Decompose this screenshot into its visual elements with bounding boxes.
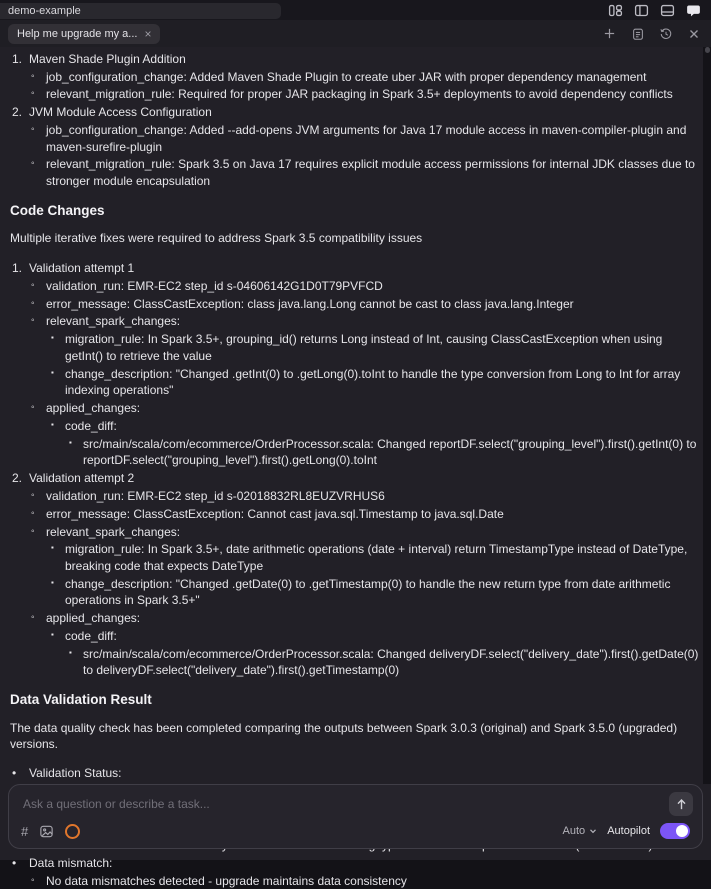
image-attach-icon[interactable] <box>39 824 54 839</box>
list-item-text: validation_run: EMR-EC2 step_id s-04606142G1D0T79PVFCD <box>46 278 383 293</box>
list-item-text: Maven Shade Plugin Addition <box>29 51 186 66</box>
list-item-text: src/main/scala/com/ecommerce/OrderProcessor.scala: Changed reportDF.select("grouping_level").first().getInt(0) to reportDF.select("grouping_level").first().getLong(0).toInt <box>83 436 697 467</box>
list-item-text: change_description: "Changed .getInt(0) to .getLong(0).toInt to handle the type conversion from Long to Int for array indexing operations" <box>65 366 681 397</box>
list-item-text: relevant_migration_rule: Required for proper JAR packaging in Spark 3.5+ deployments to avoid dependency conflicts <box>46 87 673 102</box>
list-item-text: code_diff: <box>65 628 117 643</box>
scrollbar-gutter[interactable] <box>703 47 711 784</box>
list-item-text: Data mismatch: <box>29 855 113 870</box>
bullet-marker: • <box>12 855 17 870</box>
tab-close-icon[interactable]: × <box>144 26 152 41</box>
mode-dropdown-value: Auto <box>562 825 586 837</box>
list-item <box>10 873 699 889</box>
bullet-marker: ▪ <box>69 647 72 657</box>
list-item <box>10 104 699 120</box>
bullet-marker: ◦ <box>31 611 35 623</box>
titlebar <box>0 0 711 20</box>
composer-toolbar <box>21 822 690 840</box>
arrow-up-icon <box>675 798 688 811</box>
bullet-marker: ▪ <box>51 629 54 639</box>
bullet-marker: ▪ <box>51 333 54 343</box>
list-item <box>10 610 699 626</box>
split-editor-icon[interactable] <box>633 2 649 18</box>
list-item <box>10 524 699 540</box>
bullet-marker: 1. <box>12 51 23 66</box>
tabstrip-actions <box>602 26 703 41</box>
chevron-down-icon <box>589 827 597 835</box>
list-item <box>10 488 699 504</box>
history-icon[interactable] <box>658 26 673 41</box>
list-item-text: applied_changes: <box>46 610 141 625</box>
list-item-text: job_configuration_change: Added --add-opens JVM arguments for Java 17 module access in maven-compiler-plugin and maven-surefire-plugin <box>46 123 687 154</box>
list-item <box>10 366 699 399</box>
titlebar-icons <box>607 2 711 18</box>
section-heading: Data Validation Result <box>10 692 152 708</box>
bullet-marker: ◦ <box>31 70 35 82</box>
list-item-text: Validation Status: <box>29 766 122 781</box>
list-item-text: error_message: ClassCastException: class java.lang.Long cannot be cast to class java.lang.Integer <box>46 296 574 311</box>
orange-ring <box>65 824 80 839</box>
bullet-marker: 2. <box>12 470 23 485</box>
list-item <box>10 400 699 416</box>
workspace-name <box>0 3 281 19</box>
bullet-marker: ◦ <box>31 158 35 170</box>
list-item-text: relevant_spark_changes: <box>46 524 181 539</box>
list-item <box>10 69 699 85</box>
paragraph: Multiple iterative fixes were required to address Spark 3.5 compatibility issues <box>10 231 423 246</box>
list-item <box>10 331 699 364</box>
chat-bubble-icon[interactable] <box>685 2 701 18</box>
bullet-marker: 1. <box>12 260 23 275</box>
list-item <box>10 51 699 67</box>
composer <box>8 784 703 849</box>
list-item-text: job_configuration_change: Added Maven Shade Plugin to create uber JAR with proper dependency management <box>46 69 647 84</box>
new-chat-plus-icon[interactable] <box>602 26 617 41</box>
bullet-marker: ▪ <box>51 419 54 429</box>
chat-input[interactable] <box>21 794 658 814</box>
list-item-text: relevant_migration_rule: Spark 3.5 on Java 17 requires explicit module access permissions for internal JDK classes due to stronger module encapsulation <box>46 157 695 188</box>
bullet-marker: ◦ <box>31 279 35 291</box>
list-item-text: change_description: "Changed .getDate(0) to .getTimestamp(0) to handle the new return type from date arithmetic operations in Spark 3.5+" <box>65 576 671 607</box>
list-item <box>10 122 699 155</box>
autopilot-label: Autopilot <box>607 825 650 837</box>
panel-bottom-icon[interactable] <box>659 2 675 18</box>
model-ring-icon[interactable] <box>65 824 80 839</box>
bullet-marker: ▪ <box>51 543 54 553</box>
composer-right-controls <box>563 823 690 839</box>
list-item <box>10 296 699 312</box>
list-item <box>10 260 699 276</box>
list-item-text: applied_changes: <box>46 400 141 415</box>
workspace-title: demo-example <box>8 5 81 17</box>
tab-label: Help me upgrade my a... <box>17 27 138 40</box>
list-item-text: relevant_spark_changes: <box>46 314 181 329</box>
paragraph: The data quality check has been completed comparing the outputs between Spark 3.0.3 (original) and Spark 3.5.0 (upgraded) versions. <box>10 720 678 751</box>
tab-active-chat[interactable] <box>8 24 160 44</box>
section-heading: Code Changes <box>10 203 105 219</box>
ordered-list <box>10 51 699 189</box>
autopilot-toggle[interactable] <box>660 823 690 839</box>
list-item-text: Validation attempt 2 <box>29 470 135 485</box>
mode-dropdown[interactable] <box>563 825 598 837</box>
toggle-knob <box>676 825 688 837</box>
list-item <box>10 470 699 486</box>
bullet-marker: ◦ <box>31 489 35 501</box>
task-list-icon[interactable] <box>630 26 645 41</box>
list-item <box>10 436 699 469</box>
list-item-text: Validation attempt 1 <box>29 260 135 275</box>
list-item <box>10 855 699 871</box>
list-item <box>10 646 699 679</box>
bullet-marker: ◦ <box>31 401 35 413</box>
bullet-marker: ◦ <box>31 88 35 100</box>
bullet-marker: ◦ <box>31 124 35 136</box>
list-item-text: error_message: ClassCastException: Cannot cast java.sql.Timestamp to java.sql.Date <box>46 506 504 521</box>
bullet-marker: ◦ <box>31 525 35 537</box>
bullet-marker: • <box>12 766 17 781</box>
list-item <box>10 313 699 329</box>
scrollbar-thumb[interactable] <box>705 47 710 53</box>
list-item <box>10 156 699 189</box>
ordered-list <box>10 260 699 679</box>
bullet-marker: 2. <box>12 105 23 120</box>
bullet-marker: ▪ <box>51 367 54 377</box>
list-item <box>10 506 699 522</box>
close-panel-icon[interactable] <box>686 26 701 41</box>
bullet-marker: ◦ <box>31 507 35 519</box>
send-button[interactable] <box>669 792 693 816</box>
list-item-text: src/main/scala/com/ecommerce/OrderProcessor.scala: Changed deliveryDF.select("delivery_date").first().getDate(0) to deliveryDF.select("delivery_date").first().getTimestamp(0) <box>83 646 699 678</box>
list-item-text: No data mismatches detected - upgrade maintains data consistency <box>46 873 407 888</box>
list-item-text: JVM Module Access Configuration <box>29 105 212 120</box>
hash-context-icon[interactable]: # <box>21 823 29 839</box>
list-item <box>10 576 699 609</box>
bullet-marker: ◦ <box>31 297 35 309</box>
list-item <box>10 418 699 434</box>
list-item-text: migration_rule: In Spark 3.5+, grouping_id() returns Long instead of Int, causing ClassCastException when using getInt() to retrieve the value <box>65 332 663 363</box>
composer-left-icons <box>21 824 80 839</box>
bullet-marker: ▪ <box>69 437 72 447</box>
list-item <box>10 541 699 574</box>
list-item-text: code_diff: <box>65 418 117 433</box>
list-item-text: validation_run: EMR-EC2 step_id s-02018832RL8EUZVRHUS6 <box>46 488 385 503</box>
bullet-marker: ▪ <box>51 577 54 587</box>
list-item <box>10 278 699 294</box>
list-item <box>10 628 699 644</box>
bullet-marker: ◦ <box>31 874 35 886</box>
list-item <box>10 86 699 102</box>
tabstrip <box>0 20 711 47</box>
list-item-text: migration_rule: In Spark 3.5+, date arithmetic operations (date + interval) return TimestampType instead of DateType, breaking code that expects DateType <box>65 542 688 573</box>
bullet-marker: ◦ <box>31 315 35 327</box>
list-item <box>10 765 699 781</box>
layout-grid-icon[interactable] <box>607 2 623 18</box>
